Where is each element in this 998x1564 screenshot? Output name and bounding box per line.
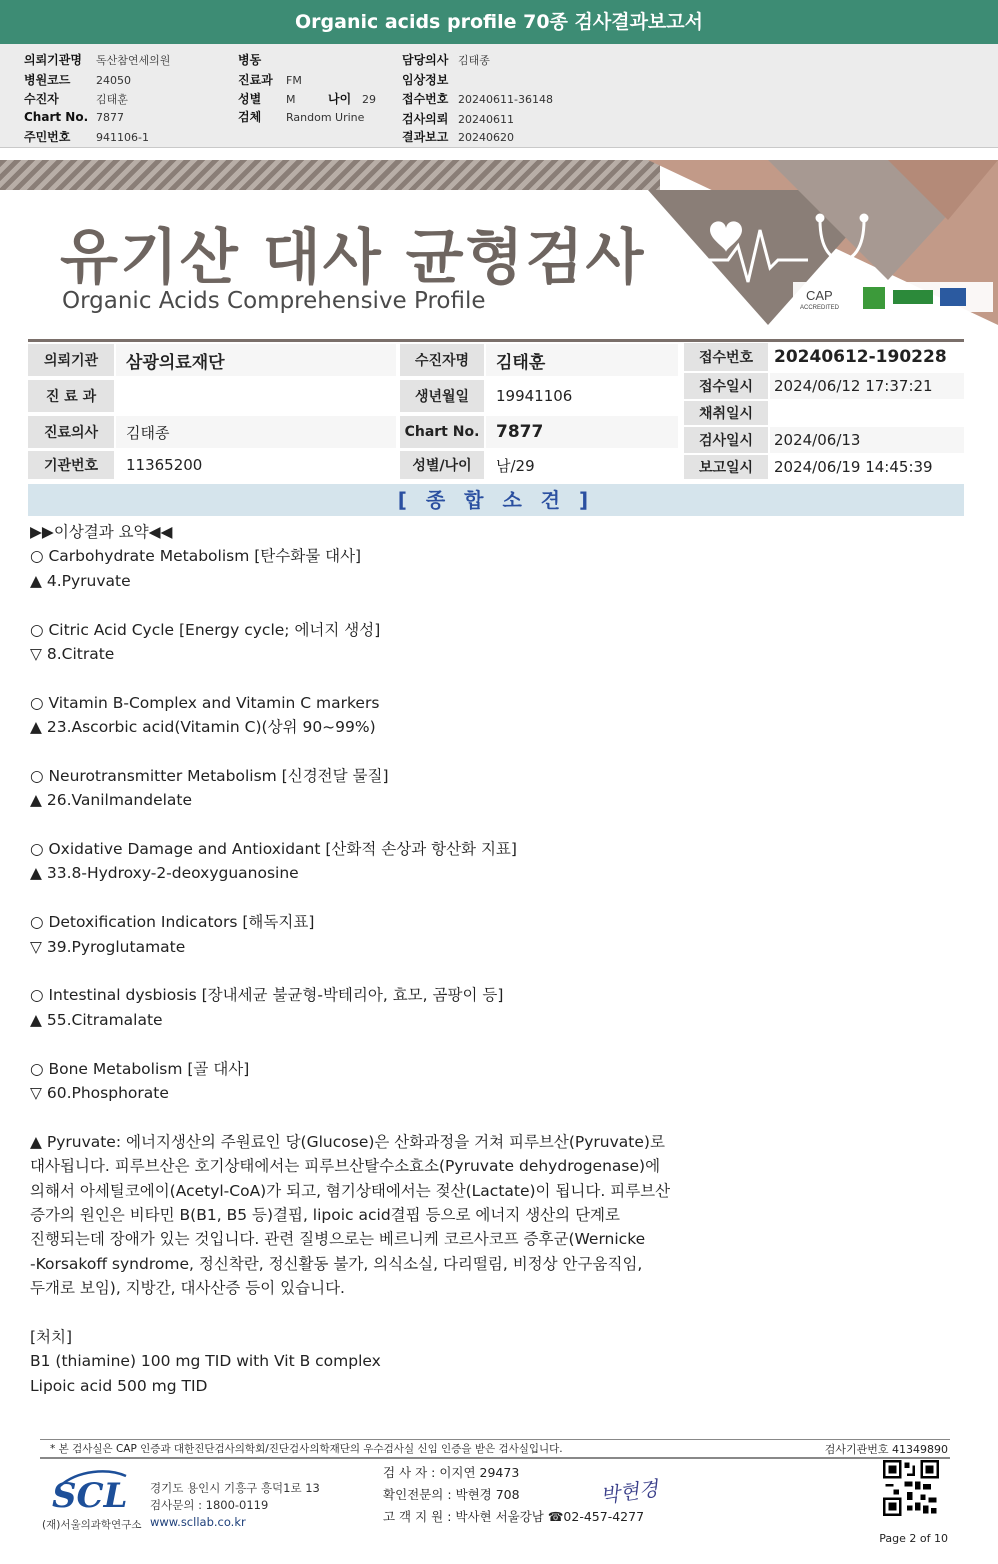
summary-line: ○ Carbohydrate Metabolism [탄수화물 대사] xyxy=(30,547,362,566)
summary-line xyxy=(30,666,730,690)
scl-logo: SCL xyxy=(52,1476,128,1516)
info-label: 검사일시 xyxy=(684,427,768,453)
website-link[interactable]: www.scllab.co.kr xyxy=(150,1515,246,1529)
header-value: 김태훈 xyxy=(96,93,128,106)
summary-line: ▲ 33.8-Hydroxy-2-deoxyguanosine xyxy=(30,864,299,883)
summary-line: 진행되는데 장애가 있는 것입니다. 관련 질병으로는 베르니케 코르사코프 증후군(Wernicke xyxy=(30,1230,646,1249)
summary-line: ○ Neurotransmitter Metabolism [신경전달 물질] xyxy=(30,766,389,785)
summary-line xyxy=(30,1301,730,1325)
summary-line: 대사됩니다. 피루브산은 호기상태에서는 피루브산탈수소효소(Pyruvate dehydrogenase)에 xyxy=(30,1157,661,1176)
summary-line xyxy=(30,1032,730,1056)
report-title-korean: 유기산 대사 균형검사 xyxy=(60,223,646,293)
header-value: 독산참연세의원 xyxy=(96,54,171,67)
signer-tester: 검 사 자 : 이지연 29473 xyxy=(383,1465,520,1480)
info-value: 11365200 xyxy=(116,451,396,479)
info-label: 접수번호 xyxy=(684,343,768,371)
summary-line: ○ Vitamin B-Complex and Vitamin C markers xyxy=(30,693,380,712)
info-value xyxy=(770,401,964,425)
summary-line: 의해서 아세틸코에이(Acetyl-CoA)가 되고, 혐기상태에서는 젖산(Lactate)이 됩니다. 피루브산 xyxy=(30,1181,671,1200)
summary-line: 두개로 보임), 지방간, 대사산증 등이 있습니다. xyxy=(30,1279,345,1298)
summary-line: ○ Citric Acid Cycle [Energy cycle; 에너지 생성] xyxy=(30,620,381,639)
header-value: FM xyxy=(286,74,302,87)
signer-specialist: 확인전문의 : 박현경 708 xyxy=(383,1487,520,1502)
header-label: 성별 xyxy=(238,92,262,106)
header-value: 20240611 xyxy=(458,113,514,126)
cap-badge: CAP xyxy=(806,288,833,303)
header-value: 7877 xyxy=(96,111,124,124)
info-value: 19941106 xyxy=(486,380,678,412)
inquiry-phone: 검사문의 : 1800-0119 xyxy=(150,1498,269,1512)
header-value: 29 xyxy=(362,93,376,106)
signer-support: 고 객 지 원 : 박사현 서울강남 ☎02-457-4277 xyxy=(383,1509,645,1524)
info-value: 7877 xyxy=(486,416,678,448)
summary-line: ▲ 55.Citramalate xyxy=(30,1010,163,1029)
header-value: M xyxy=(286,93,296,106)
info-value: 김태종 xyxy=(116,416,396,448)
footer-top-rule xyxy=(40,1439,950,1440)
header-label: 담당의사 xyxy=(402,53,449,67)
header-label: 진료과 xyxy=(238,73,273,87)
signature: 박현경 xyxy=(598,1476,660,1508)
report-banner-title: Organic acids profile 70종 검사결과보고서 xyxy=(0,0,998,44)
org-name: (재)서울의과학연구소 xyxy=(42,1519,142,1531)
info-value xyxy=(116,380,396,412)
info-label: 생년월일 xyxy=(400,380,484,412)
info-value: 2024/06/19 14:45:39 xyxy=(770,455,964,479)
header-label: 검사의뢰 xyxy=(402,112,449,126)
info-label: 성별/나이 xyxy=(400,451,484,479)
info-label: 접수일시 xyxy=(684,373,768,399)
summary-line: ▲ 26.Vanilmandelate xyxy=(30,791,193,810)
summary-line: -Korsakoff syndrome, 정신착란, 정신활동 불가, 의식소실, 다리떨림, 비정상 안구움직임, xyxy=(30,1254,643,1273)
header-label: 임상정보 xyxy=(402,73,449,87)
info-value: 2024/06/13 xyxy=(770,427,964,453)
summary-line xyxy=(30,959,730,983)
accreditation-logos xyxy=(793,282,993,312)
header-label: Chart No. xyxy=(24,110,89,124)
header-label: 병동 xyxy=(238,53,262,67)
report-header-graphic xyxy=(648,160,998,325)
header-label: 주민번호 xyxy=(24,130,71,144)
summary-line xyxy=(30,1105,730,1129)
page-number: Page 2 of 10 xyxy=(879,1532,948,1545)
accession-number: 20240612-190228 xyxy=(770,343,964,371)
info-label: Chart No. xyxy=(400,416,484,448)
header-value: Random Urine xyxy=(286,111,365,124)
summary-line: ▽ 39.Pyroglutamate xyxy=(30,937,186,956)
info-label: 의뢰기관 xyxy=(28,344,114,376)
summary-line xyxy=(30,886,730,910)
header-label: 의뢰기관명 xyxy=(24,53,82,67)
summary-line xyxy=(30,813,730,837)
summary-line: ▶▶이상결과 요약◀◀ xyxy=(30,523,173,541)
summary-line: ▲ 23.Ascorbic acid(Vitamin C)(상위 90~99%) xyxy=(30,718,376,737)
summary-line: Lipoic acid 500 mg TID xyxy=(30,1376,208,1395)
header-value: 20240611-36148 xyxy=(458,93,553,106)
summary-line: ○ Oxidative Damage and Antioxidant [산화적 손상과 항산화 지표] xyxy=(30,840,517,859)
summary-line: ▽ 8.Citrate xyxy=(30,644,115,663)
summary-line: ○ Intestinal dysbiosis [장내세균 불균형-박테리아, 효모, 곰팡이 등] xyxy=(30,986,504,1005)
summary-heading: [ 종 합 소 견 ] xyxy=(28,484,964,516)
header-label: 검체 xyxy=(238,110,262,124)
header-value: 김태종 xyxy=(458,54,490,67)
summary-line: ▲ Pyruvate: 에너지생산의 주원료인 당(Glucose)은 산화과정을 거쳐 피루브산(Pyruvate)로 xyxy=(30,1132,665,1151)
info-label: 진료의사 xyxy=(28,416,114,448)
summary-line: ○ Detoxification Indicators [해독지표] xyxy=(30,913,315,932)
info-label: 보고일시 xyxy=(684,455,768,479)
header-value: 941106-1 xyxy=(96,131,149,144)
summary-line: B1 (thiamine) 100 mg TID with Vit B complex xyxy=(30,1352,381,1371)
summary-lines xyxy=(30,520,730,1398)
order-header xyxy=(0,44,998,148)
report-title-english: Organic Acids Comprehensive Profile xyxy=(62,288,486,314)
header-label: 접수번호 xyxy=(402,92,449,106)
certification-note: * 본 검사실은 CAP 인증과 대한진단검사의학회/진단검사의학재단의 우수검사실 신임 인증을 받은 검사실입니다. xyxy=(50,1443,563,1455)
summary-line: ▽ 60.Phosphorate xyxy=(30,1083,169,1102)
info-label: 채취일시 xyxy=(684,401,768,425)
table-top-rule xyxy=(28,339,964,342)
registration-number: 검사기관번호 41349890 xyxy=(824,1443,948,1456)
summary-line: [처치] xyxy=(30,1327,73,1346)
info-value: 남/29 xyxy=(486,451,678,479)
info-label: 수진자명 xyxy=(400,344,484,376)
header-value: 24050 xyxy=(96,74,131,87)
cap-accredited: ACCREDITED xyxy=(800,305,840,311)
info-label: 진 료 과 xyxy=(28,380,114,412)
header-label: 결과보고 xyxy=(402,130,449,144)
address: 경기도 용인시 기흥구 흥덕1로 13 xyxy=(150,1481,320,1495)
decorative-stripe xyxy=(0,160,660,190)
logo-swoosh-icon xyxy=(58,1468,128,1488)
header-label: 병원코드 xyxy=(24,73,71,87)
header-label: 나이 xyxy=(328,92,352,106)
info-value: 삼광의료재단 xyxy=(116,344,396,376)
summary-line xyxy=(30,593,730,617)
footer-rule xyxy=(40,1457,950,1459)
info-value: 김태훈 xyxy=(486,344,678,376)
header-label: 수진자 xyxy=(24,92,59,106)
summary-line: ▲ 4.Pyruvate xyxy=(30,571,131,590)
info-value: 2024/06/12 17:37:21 xyxy=(770,373,964,399)
header-value: 20240620 xyxy=(458,131,514,144)
info-label: 기관번호 xyxy=(28,451,114,479)
qr-code-icon xyxy=(883,1460,939,1516)
summary-line: 증가의 원인은 비타민 B(B1, B5 등)결핍, lipoic acid결핍 등으로 에너지 생산의 단계로 xyxy=(30,1205,620,1224)
summary-line: ○ Bone Metabolism [골 대사] xyxy=(30,1059,250,1078)
summary-line xyxy=(30,740,730,764)
